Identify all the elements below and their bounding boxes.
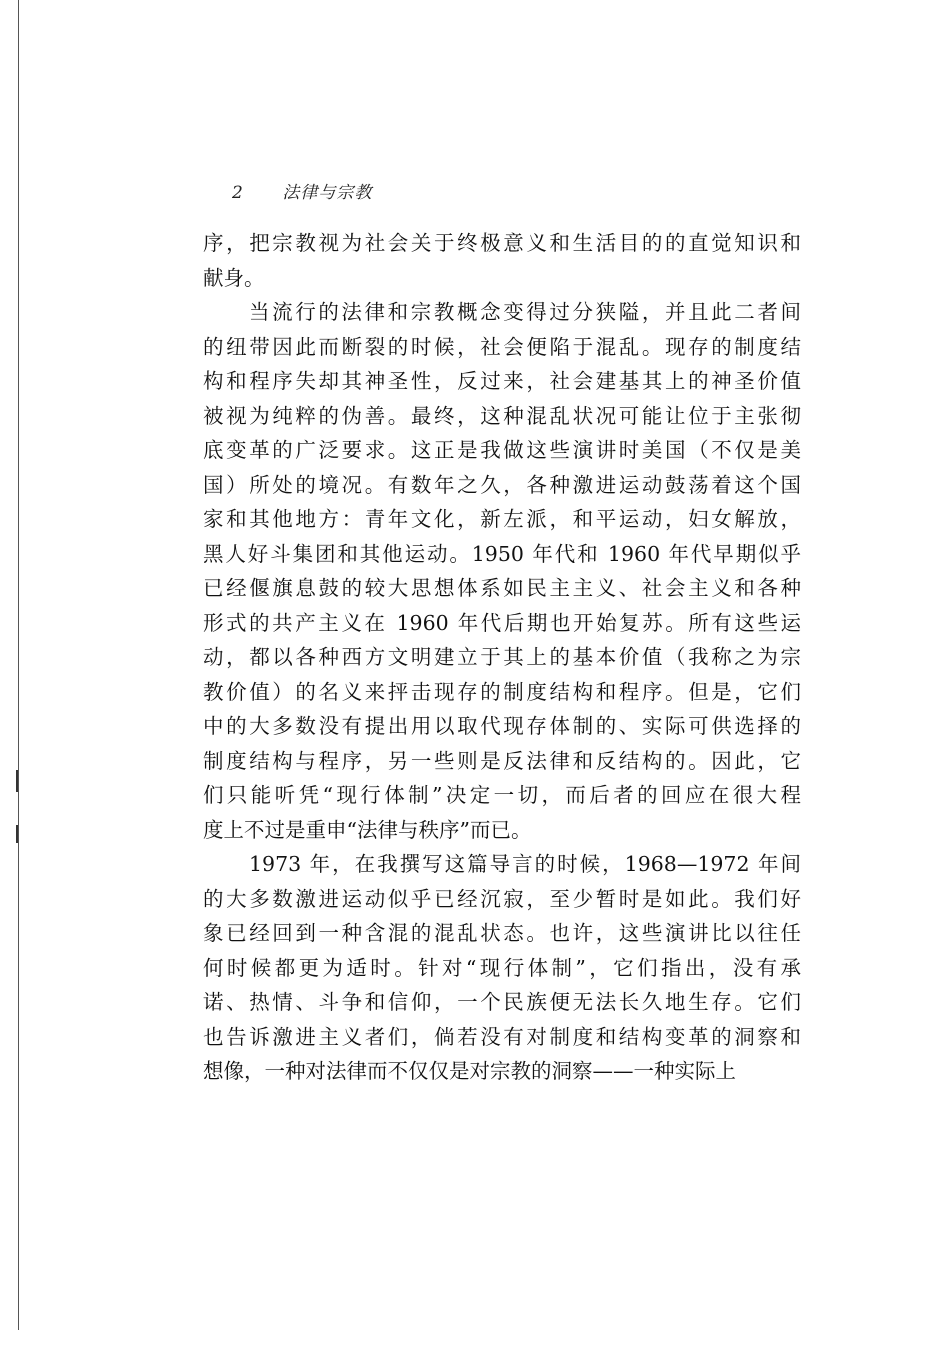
paragraph <box>203 295 801 847</box>
text-line: 教价值）的名义来抨击现存的制度结构和程序。但是，它们 <box>203 679 801 704</box>
scan-page-edge <box>18 0 19 1330</box>
text-line: 诺、热情、斗争和信仰，一个民族便无法长久地生存。它们 <box>203 990 801 1014</box>
text-line: 制度结构与程序，另一些则是反法律和反结构的。因此，它 <box>203 748 801 773</box>
text-line: 的大多数激进运动似乎已经沉寂，至少暂时是如此。我们好 <box>203 886 801 911</box>
text-line: 构和程序失却其神圣性，反过来，社会建基其上的神圣价值 <box>203 369 801 393</box>
text-line: 形式的共产主义在 1960 年代后期也开始复苏。所有这些运 <box>203 610 801 635</box>
text-line: 底变革的广泛要求。这正是我做这些演讲时美国（不仅是美 <box>203 438 801 462</box>
text-line: 序，把宗教视为社会关于终极意义和生活目的的直觉知识和 <box>203 231 801 255</box>
text-line: 已经偃旗息鼓的较大思想体系如民主主义、社会主义和各种 <box>203 576 801 600</box>
paragraph <box>203 847 801 1089</box>
text-line: 动，都以各种西方文明建立于其上的基本价值（我称之为宗 <box>203 645 801 669</box>
page-number: 2 <box>232 183 244 203</box>
running-head <box>232 178 372 203</box>
text-line: 也告诉激进主义者们，倘若没有对制度和结构变革的洞察和 <box>203 1024 801 1049</box>
text-line: 何时候都更为适时。针对“现行体制”，它们指出，没有承 <box>203 955 801 980</box>
text-line: 想像，一种对法律而不仅仅是对宗教的洞察——一种实际上 <box>203 1059 736 1083</box>
paragraph <box>203 226 801 295</box>
text-line: 当流行的法律和宗教概念变得过分狭隘，并且此二者间 <box>249 300 801 324</box>
text-line: 们只能听凭“现行体制”决定一切，而后者的回应在很大程 <box>203 783 801 807</box>
text-line: 中的大多数没有提出用以取代现存体制的、实际可供选择的 <box>203 714 801 738</box>
text-line: 国）所处的境况。有数年之久，各种激进运动鼓荡着这个国 <box>203 472 801 497</box>
text-line: 象已经回到一种含混的混乱状态。也许，这些演讲比以往任 <box>203 921 801 945</box>
text-line: 家和其他地方：青年文化，新左派，和平运动，妇女解放， <box>203 507 801 531</box>
scan-edge-mark <box>16 770 18 792</box>
book-title: 法律与宗教 <box>282 183 373 203</box>
body-text <box>203 226 801 1089</box>
text-line: 黑人好斗集团和其他运动。1950 年代和 1960 年代早期似乎 <box>203 541 801 566</box>
text-line: 的纽带因此而断裂的时候，社会便陷于混乱。现存的制度结 <box>203 334 801 359</box>
text-line: 度上不过是重申“法律与秩序”而已。 <box>203 817 532 842</box>
text-line: 1973 年，在我撰写这篇导言的时候，1968—1972 年间 <box>249 852 801 876</box>
text-line: 被视为纯粹的伪善。最终，这种混乱状况可能让位于主张彻 <box>203 403 801 428</box>
text-line: 献身。 <box>203 265 265 290</box>
scan-edge-mark <box>16 825 18 843</box>
